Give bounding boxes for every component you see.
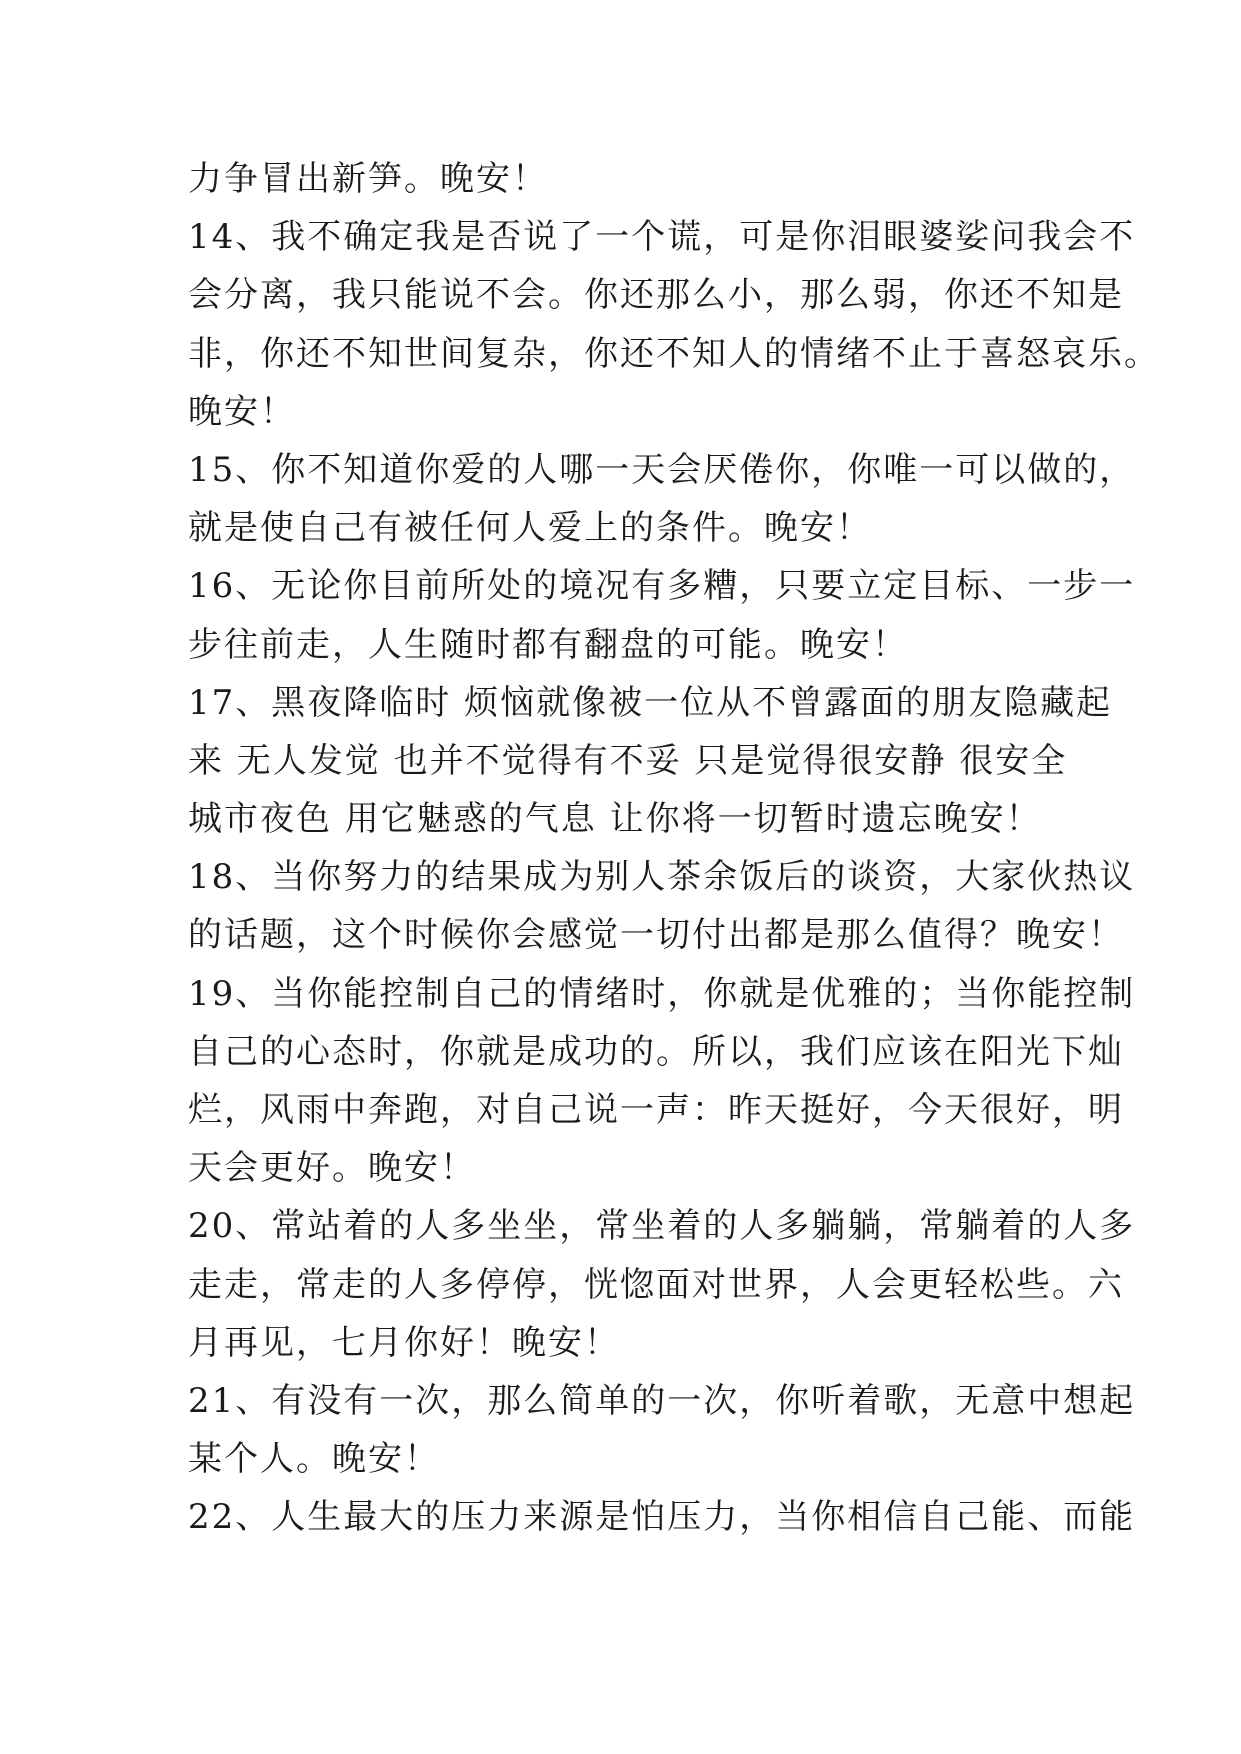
text-line: 会分离，我只能说不会。你还那么小，那么弱，你还不知是 <box>188 275 1124 316</box>
text-line: 步往前走，人生随时都有翻盘的可能。晚安！ <box>188 624 908 665</box>
text-line: 20、常站着的人多坐坐，常坐着的人多躺躺，常躺着的人多 <box>188 1206 1136 1247</box>
text-line: 17、黑夜降临时 烦恼就像被一位从不曾露面的朋友隐藏起 <box>188 682 1113 723</box>
document-body <box>188 150 1160 1547</box>
text-line: 的话题，这个时候你会感觉一切付出都是那么值得？晚安！ <box>188 915 1124 956</box>
text-line: 14、我不确定我是否说了一个谎，可是你泪眼婆娑问我会不 <box>188 217 1136 258</box>
text-line: 16、无论你目前所处的境况有多糟，只要立定目标、一步一 <box>188 566 1136 607</box>
text-line: 非，你还不知世间复杂，你还不知人的情绪不止于喜怒哀乐。 <box>188 333 1160 374</box>
text-line: 城市夜色 用它魅惑的气息 让你将一切暂时遗忘晚安！ <box>188 799 1042 840</box>
text-line: 19、当你能控制自己的情绪时，你就是优雅的；当你能控制 <box>188 973 1136 1014</box>
text-line: 某个人。晚安！ <box>188 1439 440 1480</box>
text-line: 月再见，七月你好！晚安！ <box>188 1322 620 1363</box>
text-line: 自己的心态时，你就是成功的。所以，我们应该在阳光下灿 <box>188 1031 1124 1072</box>
text-line: 来 无人发觉 也并不觉得有不妥 只是觉得很安静 很安全 <box>188 740 1068 781</box>
text-line: 就是使自己有被任何人爱上的条件。晚安！ <box>188 508 872 549</box>
text-line: 天会更好。晚安！ <box>188 1148 476 1189</box>
text-line: 晚安！ <box>188 391 296 432</box>
text-line: 走走，常走的人多停停，恍惚面对世界，人会更轻松些。六 <box>188 1264 1124 1305</box>
text-line: 21、有没有一次，那么简单的一次，你听着歌，无意中想起 <box>188 1380 1136 1421</box>
text-line: 18、当你努力的结果成为别人茶余饭后的谈资，大家伙热议 <box>188 857 1136 898</box>
text-line: 15、你不知道你爱的人哪一天会厌倦你，你唯一可以做的， <box>188 449 1136 490</box>
text-line: 力争冒出新笋。晚安！ <box>188 159 548 199</box>
text-line: 22、人生最大的压力来源是怕压力，当你相信自己能、而能 <box>188 1497 1136 1538</box>
text-line: 烂，风雨中奔跑，对自己说一声：昨天挺好，今天很好，明 <box>188 1090 1124 1130</box>
